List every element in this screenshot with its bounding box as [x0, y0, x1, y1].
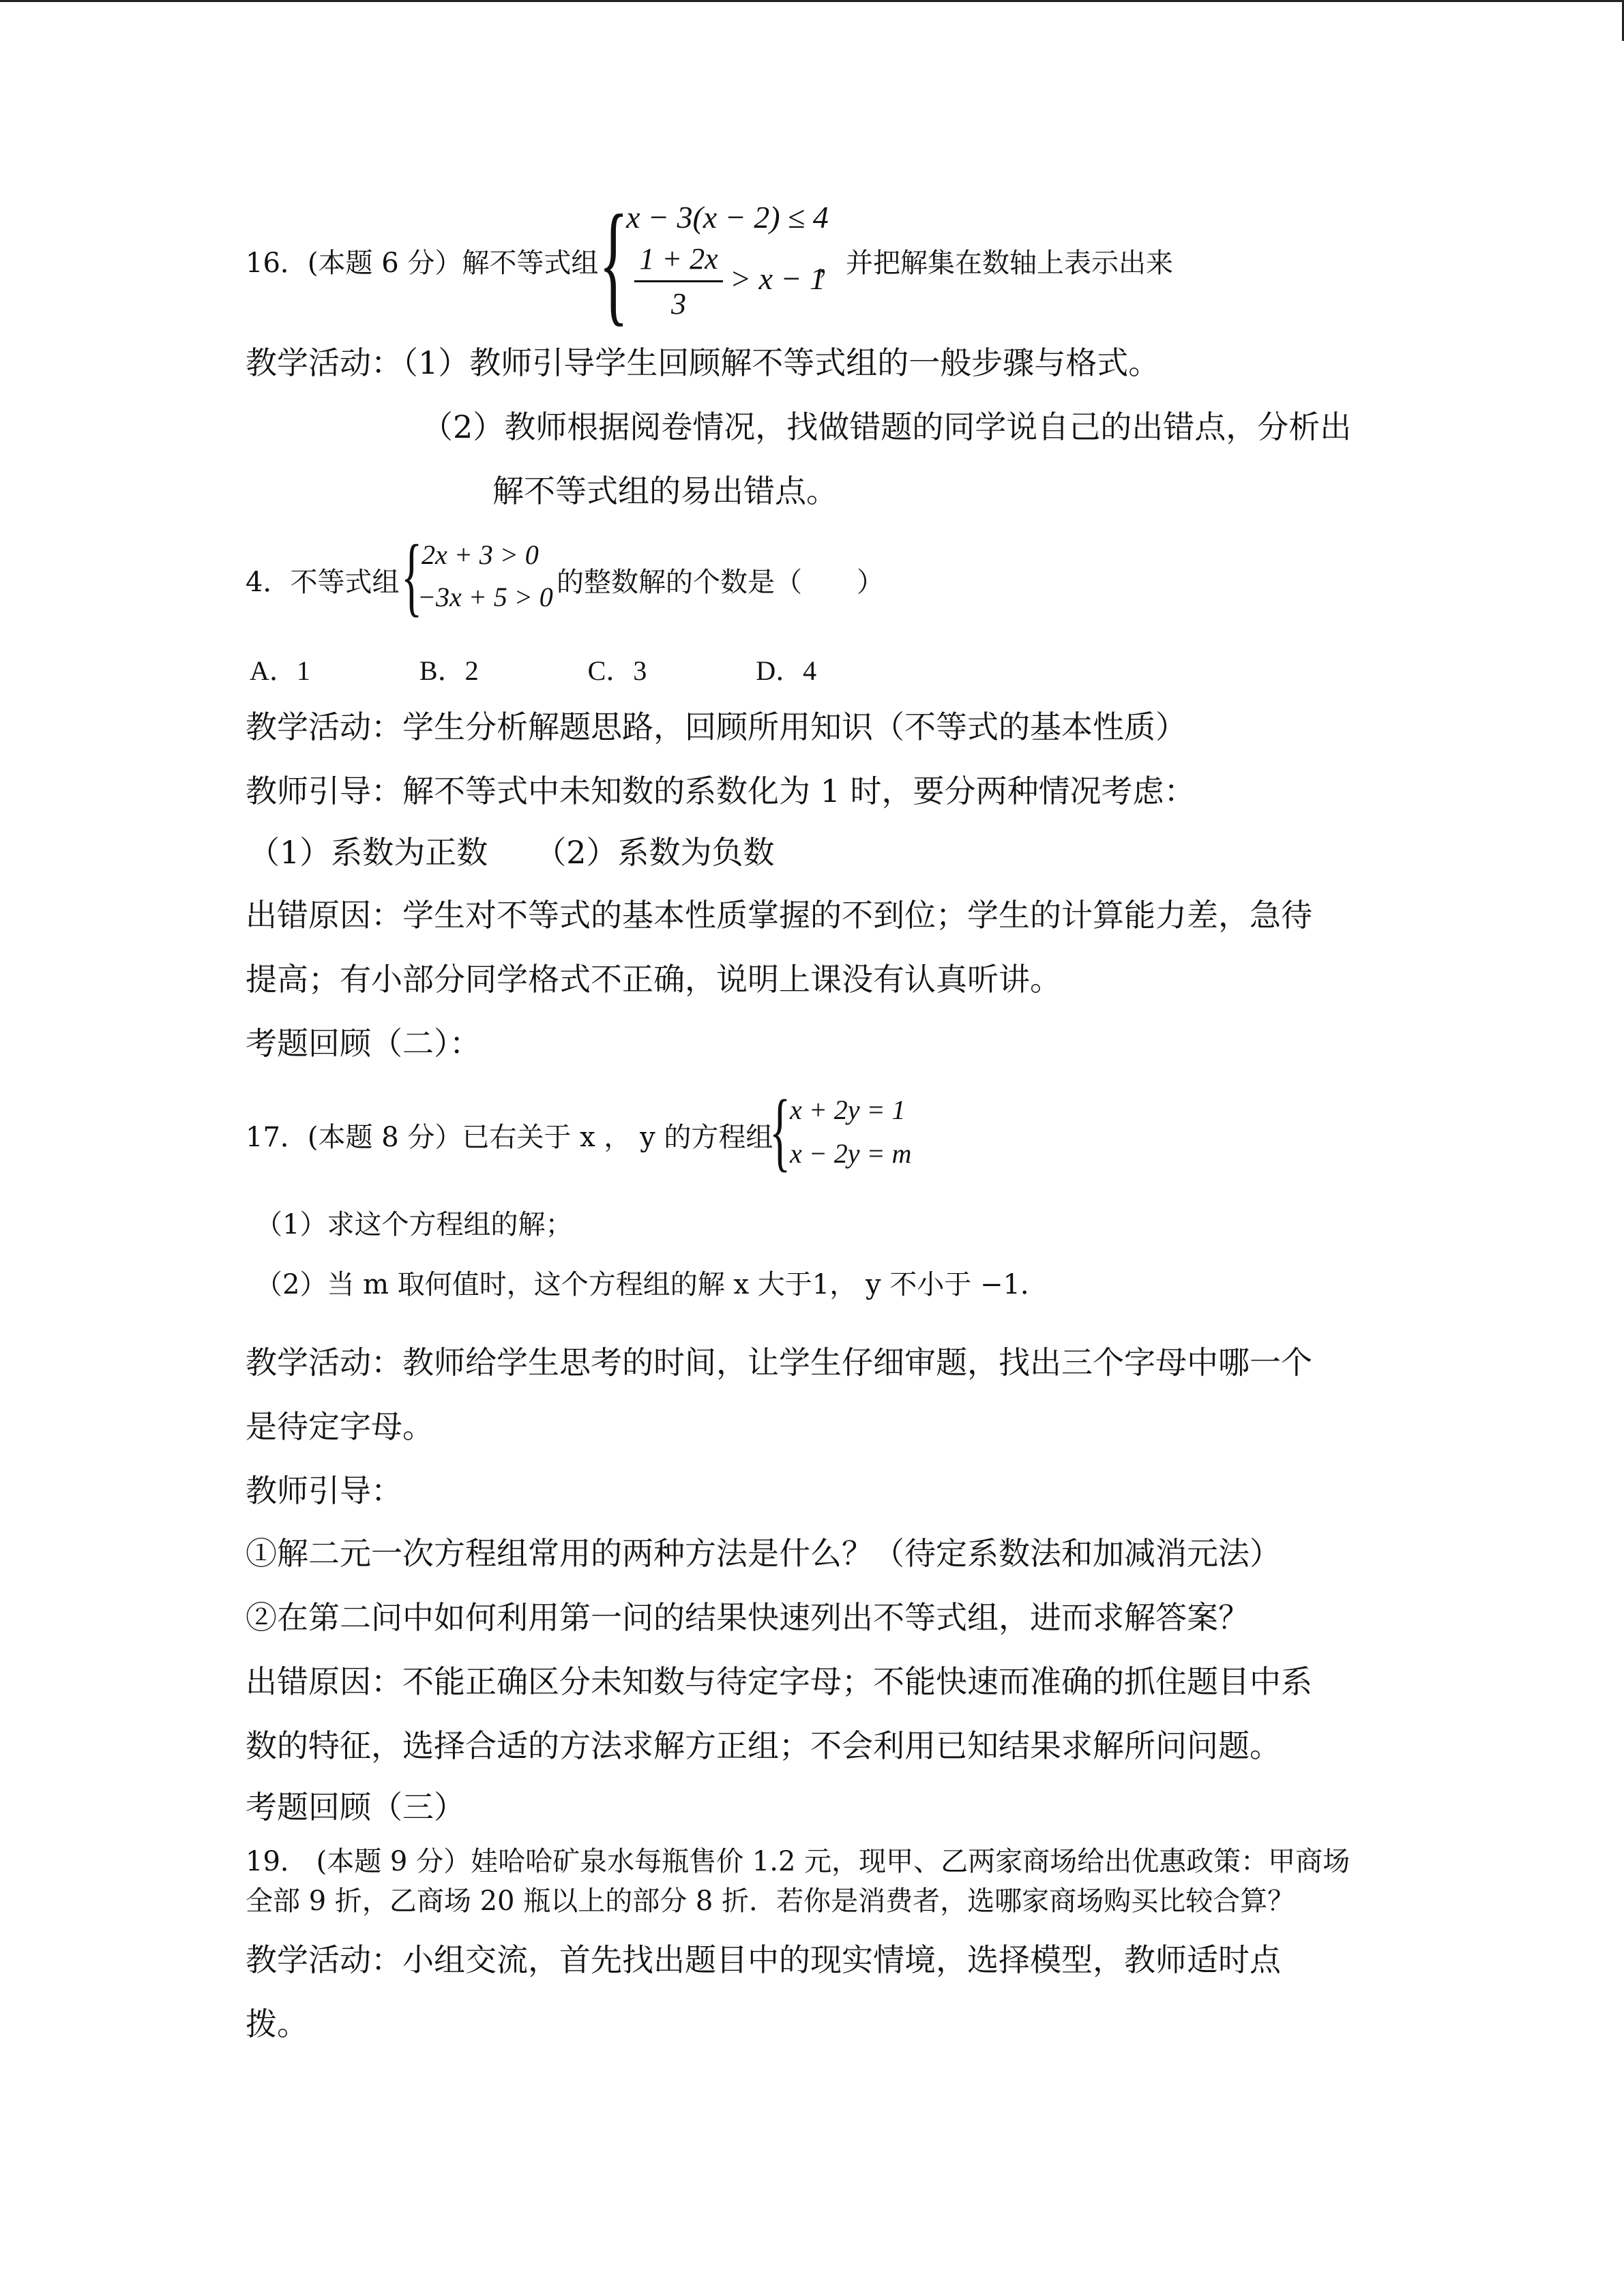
- page-top-edge: [0, 0, 1624, 2]
- q4-eq2: −3x + 5 > 0: [417, 582, 553, 612]
- q4-label: 4．不等式组: [246, 567, 400, 598]
- activity-1-line-1: 教学活动：（1）教师引导学生回顾解不等式组的一般步骤与格式。: [246, 344, 1160, 381]
- block3-item-2: ②在第二问中如何利用第一问的结果快速列出不等式组，进而求解答案？: [246, 1599, 1250, 1636]
- block2-cause-1: 出错原因：学生对不等式的基本性质掌握的不到位；学生的计算能力差，急待: [246, 897, 1312, 934]
- block3-cause-1: 出错原因：不能正确区分未知数与待定字母；不能快速而准确的抓住题目中系: [246, 1663, 1312, 1700]
- q16-frac-num: 1 + 2x: [639, 242, 718, 275]
- block3-guide: 教师引导：: [246, 1472, 402, 1509]
- block2-guide: 教师引导：解不等式中未知数的系数化为 1 时，要分两种情况考虑：: [246, 773, 1196, 809]
- q16-frac-den: 3: [671, 287, 686, 320]
- q16-frac-bar: [634, 280, 723, 282]
- block3-cause-2: 数的特征，选择合适的方法求解方正组；不会利用已知结果求解所问问题。: [246, 1727, 1281, 1764]
- activity-1-line-3: 解不等式组的易出错点。: [492, 473, 838, 509]
- q16-fraction: [634, 241, 723, 321]
- review-2-heading: 考题回顾（二）：: [246, 1025, 481, 1062]
- block3-item-1: ①解二元一次方程组常用的两种方法是什么？（待定系数法和加减消元法）: [246, 1535, 1281, 1572]
- block3-activity-1: 教学活动：教师给学生思考的时间，让学生仔细审题，找出三个字母中哪一个: [246, 1344, 1312, 1381]
- q4-tail: 的整数解的个数是（ ）: [557, 567, 884, 598]
- block2-cause-2: 提高；有小部分同学格式不正确，说明上课没有认真听讲。: [246, 961, 1061, 998]
- block3-activity-2: 是待定字母。: [246, 1408, 434, 1445]
- q17-label: 17．(本题 8 分）已右关于 x ， y 的方程组: [246, 1122, 773, 1153]
- block2-cases: （1）系数为正数 （2）系数为负数: [248, 834, 775, 871]
- q17-part-2: （2）当 m 取何值时，这个方程组的解 x 大于1， y 不小于 −1．: [255, 1269, 1048, 1300]
- q19-activity-1: 教学活动：小组交流，首先找出题目中的现实情境，选择模型，教师适时点: [246, 1941, 1281, 1978]
- q16-brace: {: [599, 188, 629, 338]
- q16-tail: ，并把解集在数轴上表示出来: [818, 248, 1173, 279]
- q4-option-d: D．4: [756, 655, 817, 686]
- q4-options: [250, 649, 926, 688]
- q4-option-b: B．2: [419, 655, 479, 686]
- activity-1-line-2: （2）教师根据阅卷情况，找做错题的同学说自己的出错点，分析出: [422, 408, 1352, 445]
- q16-eq1: x − 3(x − 2) ≤ 4: [626, 200, 829, 235]
- q17-eq2: x − 2y = m: [790, 1138, 912, 1169]
- q16-eq2-rest: > x − 1: [730, 261, 825, 296]
- q19-activity-2: 拨。: [246, 2006, 308, 2042]
- q4-option-a: A．1: [250, 655, 310, 686]
- q4-option-c: C．3: [587, 655, 647, 686]
- q16-label: 16．(本题 6 分）解不等式组: [246, 248, 599, 279]
- q17-part-1: （1）求这个方程组的解；: [255, 1209, 573, 1240]
- q4-brace: {: [401, 527, 423, 625]
- q19-line-2: 全部 9 折，乙商场 20 瓶以上的部分 8 折．若你是消费者，选哪家商场购买比较合算？: [246, 1885, 1295, 1917]
- block2-activity: 教学活动：学生分析解题思路，回顾所用知识（不等式的基本性质）: [246, 709, 1187, 745]
- q17-brace: {: [769, 1082, 791, 1180]
- q17-eq1: x + 2y = 1: [790, 1094, 906, 1125]
- q19-line-1: 19． (本题 9 分）娃哈哈矿泉水每瓶售价 1.2 元，现甲、乙两家商场给出优惠政策：甲商场: [246, 1846, 1350, 1877]
- q4-eq1: 2x + 3 > 0: [422, 539, 539, 570]
- review-3-heading: 考题回顾（三）: [246, 1789, 465, 1825]
